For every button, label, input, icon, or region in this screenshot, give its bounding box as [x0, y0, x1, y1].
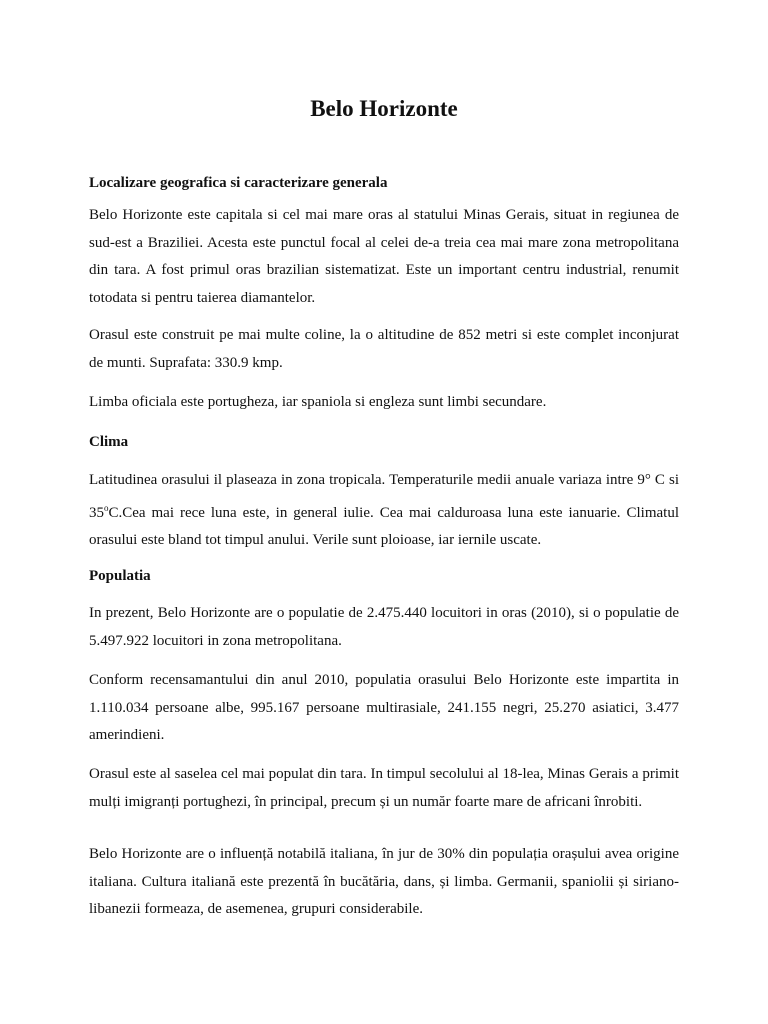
paragraph-clima-1 — [89, 467, 679, 555]
section-heading-localizare: Localizare geografica si caracterizare generala — [89, 175, 388, 191]
paragraph-localizare-1: Belo Horizonte este capitala si cel mai mare oras al statului Minas Gerais, situat in regiunea de sud-est a Braziliei. Acesta este punctul focal al celei de-a treia cea mai mare zona metropolitana din tara. A fost primul oras brazilian sistematizat. Este un important centru industrial, renumit totodata si pentru taierea diamantelor. — [89, 207, 679, 306]
paragraph-populatia-1: In prezent, Belo Horizonte are o populatie de 2.475.440 locuitori in oras (2010), si o populatie de 5.497.922 locuitori in zona metropolitana. — [89, 605, 679, 649]
section-heading-populatia: Populatia — [89, 568, 151, 584]
clima-text-part-1: Latitudinea orasului il plaseaza in zona tropicala. Temperaturile medii anuale variaza intre 9° C si 35 — [89, 472, 679, 521]
document-title: Belo Horizonte — [310, 96, 458, 121]
paragraph-populatia-4: Belo Horizonte are o influență notabilă italiana, în jur de 30% din populația orașului avea origine italiana. Cultura italiană este prezentă în bucătăria, dans, și limba. Germanii, spaniolii și siriano-libanezii formeaza, de asemenea, grupuri considerabile. — [89, 846, 679, 917]
degree-superscript: o — [104, 502, 109, 513]
section-heading-clima: Clima — [89, 434, 129, 450]
paragraph-populatia-2: Conform recensamantului din anul 2010, populatia orasului Belo Horizonte este impartita in 1.110.034 persoane albe, 995.167 persoane multirasiale, 241.155 negri, 25.270 asiatici, 3.477 amerindieni. — [89, 672, 679, 743]
paragraph-localizare-3: Limba oficiala este portugheza, iar spaniola si engleza sunt limbi secundare. — [89, 394, 547, 410]
clima-text-part-2: C.Cea mai rece luna este, in general iulie. Cea mai calduroasa luna este ianuarie. Climatul orasului este bland tot timpul anului. Verile sunt ploioase, iar iernile uscate. — [89, 504, 679, 548]
paragraph-populatia-3: Orasul este al saselea cel mai populat din tara. In timpul secolului al 18-lea, Minas Gerais a primit mulți imigranți portughezi, în principal, precum și un număr foarte mare de africani înrobiti. — [89, 766, 679, 810]
paragraph-localizare-2: Orasul este construit pe mai multe coline, la o altitudine de 852 metri si este complet inconjurat de munti. Suprafata: 330.9 kmp. — [89, 327, 679, 371]
